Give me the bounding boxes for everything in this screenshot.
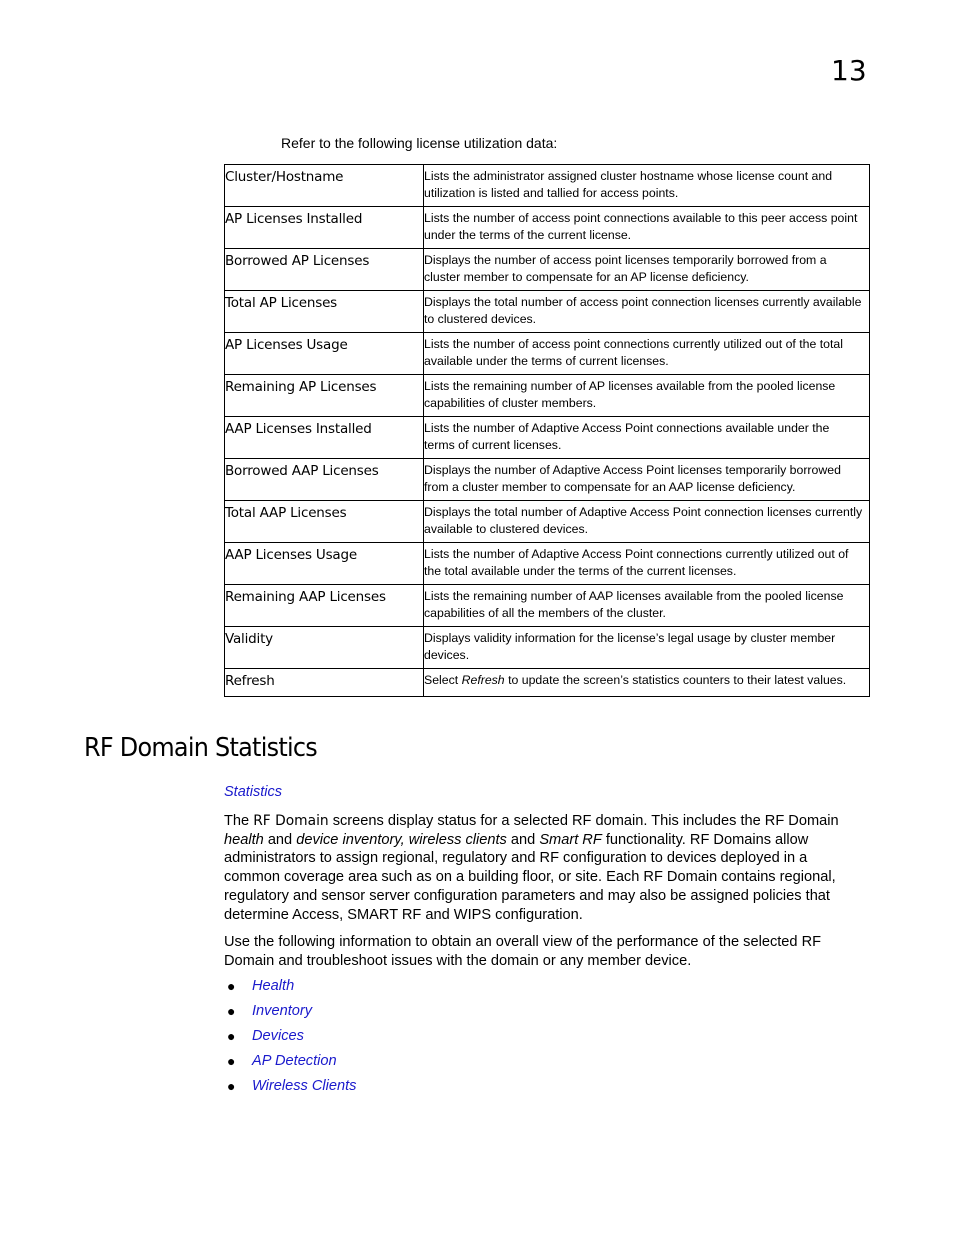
table-row (225, 627, 870, 669)
description-cell: Displays the total number of access point connection licenses currently available to clustered devices. (424, 291, 870, 333)
italic-term: device inventory, wireless clients (296, 831, 507, 848)
bullet-icon: ● (227, 1053, 236, 1069)
term-cell: Total AAP Licenses (225, 501, 424, 543)
term-cell: Remaining AP Licenses (225, 375, 424, 417)
wireless-clients-link[interactable]: Wireless Clients (252, 1078, 357, 1094)
table-row (225, 291, 870, 333)
text-run: and (263, 831, 297, 848)
table-row (225, 543, 870, 585)
description-cell: Displays validity information for the license’s legal usage by cluster member devices. (424, 627, 870, 669)
devices-link[interactable]: Devices (252, 1028, 304, 1044)
desc-prefix: Select (424, 673, 462, 687)
table-row (225, 333, 870, 375)
statistics-link[interactable]: Statistics (224, 784, 283, 800)
list-item (224, 1028, 356, 1053)
bullet-icon: ● (227, 978, 236, 994)
term-cell: Refresh (225, 669, 424, 697)
description-cell: Lists the number of access point connections available to this peer access point under the terms of the current license. (424, 207, 870, 249)
list-item (224, 1078, 356, 1103)
health-link[interactable]: Health (252, 978, 295, 994)
description-cell: Displays the number of access point licenses temporarily borrowed from a cluster member to compensate for an AP license deficiency. (424, 249, 870, 291)
term-cell: Cluster/Hostname (225, 165, 424, 207)
term-cell: Remaining AAP Licenses (225, 585, 424, 627)
table-row (225, 585, 870, 627)
term-cell: AP Licenses Installed (225, 207, 424, 249)
term-cell: Borrowed AP Licenses (225, 249, 424, 291)
term-cell: AP Licenses Usage (225, 333, 424, 375)
table-intro: Refer to the following license utilization data: (281, 135, 558, 151)
term-cell: Borrowed AAP Licenses (225, 459, 424, 501)
table-row (225, 207, 870, 249)
description-cell: Lists the remaining number of AP licenses available from the pooled license capabilities of cluster members. (424, 375, 870, 417)
bold-term: RF Domain (253, 813, 329, 829)
bullet-icon: ● (227, 1003, 236, 1019)
table-row (225, 249, 870, 291)
term-cell: Total AP Licenses (225, 291, 424, 333)
license-utilization-table (224, 164, 870, 697)
section-title: RF Domain Statistics (84, 733, 318, 763)
description-cell: Lists the administrator assigned cluster hostname whose license count and utilization is listed and tallied for access points. (424, 165, 870, 207)
description-cell (424, 669, 870, 697)
bullet-icon: ● (227, 1078, 236, 1094)
table-row (225, 669, 870, 697)
term-cell: Validity (225, 627, 424, 669)
description-cell: Displays the number of Adaptive Access Point licenses temporarily borrowed from a cluster member to compensate for an AAP license deficiency. (424, 459, 870, 501)
description-cell: Lists the number of Adaptive Access Point connections available under the terms of current licenses. (424, 417, 870, 459)
list-item (224, 1003, 356, 1028)
table-row (225, 165, 870, 207)
term-cell: AAP Licenses Installed (225, 417, 424, 459)
list-item (224, 1053, 356, 1078)
text-run: screens display status for a selected RF domain. This includes the RF Domain (328, 813, 839, 829)
text-run: functionality. RF Domains allow administrators to assign regional, regulatory and RF configuration to devices deployed in a common coverage area such as on a building floor, or site. Each RF Domain contains regional, regulatory and sensor server configuration parameters and may also be assigned policies that determine Access, SMART RF and WIPS configuration. (224, 831, 836, 923)
description-cell: Lists the number of access point connections currently utilized out of the total available under the terms of current licenses. (424, 333, 870, 375)
intro-paragraph (224, 812, 849, 924)
bullet-icon: ● (227, 1028, 236, 1044)
table-row (225, 417, 870, 459)
description-cell: Displays the total number of Adaptive Access Point connection licenses currently available to clustered devices. (424, 501, 870, 543)
topic-link-list (224, 978, 356, 1103)
inventory-link[interactable]: Inventory (252, 1003, 313, 1019)
term-cell: AAP Licenses Usage (225, 543, 424, 585)
table-row (225, 501, 870, 543)
chapter-number: 13 (831, 54, 867, 87)
table-row (225, 375, 870, 417)
text-run: and (506, 831, 540, 848)
text-run: The (224, 813, 254, 829)
desc-emphasis: Refresh (461, 673, 505, 687)
description-cell: Lists the number of Adaptive Access Point connections currently utilized out of the total available under the terms of the current licenses. (424, 543, 870, 585)
usage-paragraph: Use the following information to obtain an overall view of the performance of the selected RF Domain and troubleshoot issues with the domain or any member device. (224, 934, 822, 969)
description-cell: Lists the remaining number of AAP licenses available from the pooled license capabilities of all the members of the cluster. (424, 585, 870, 627)
italic-term: Smart RF (539, 831, 602, 848)
italic-term: health (224, 831, 264, 848)
ap-detection-link[interactable]: AP Detection (252, 1053, 337, 1069)
desc-suffix: to update the screen’s statistics counters to their latest values. (504, 673, 847, 687)
table-row (225, 459, 870, 501)
list-item (224, 978, 356, 1003)
